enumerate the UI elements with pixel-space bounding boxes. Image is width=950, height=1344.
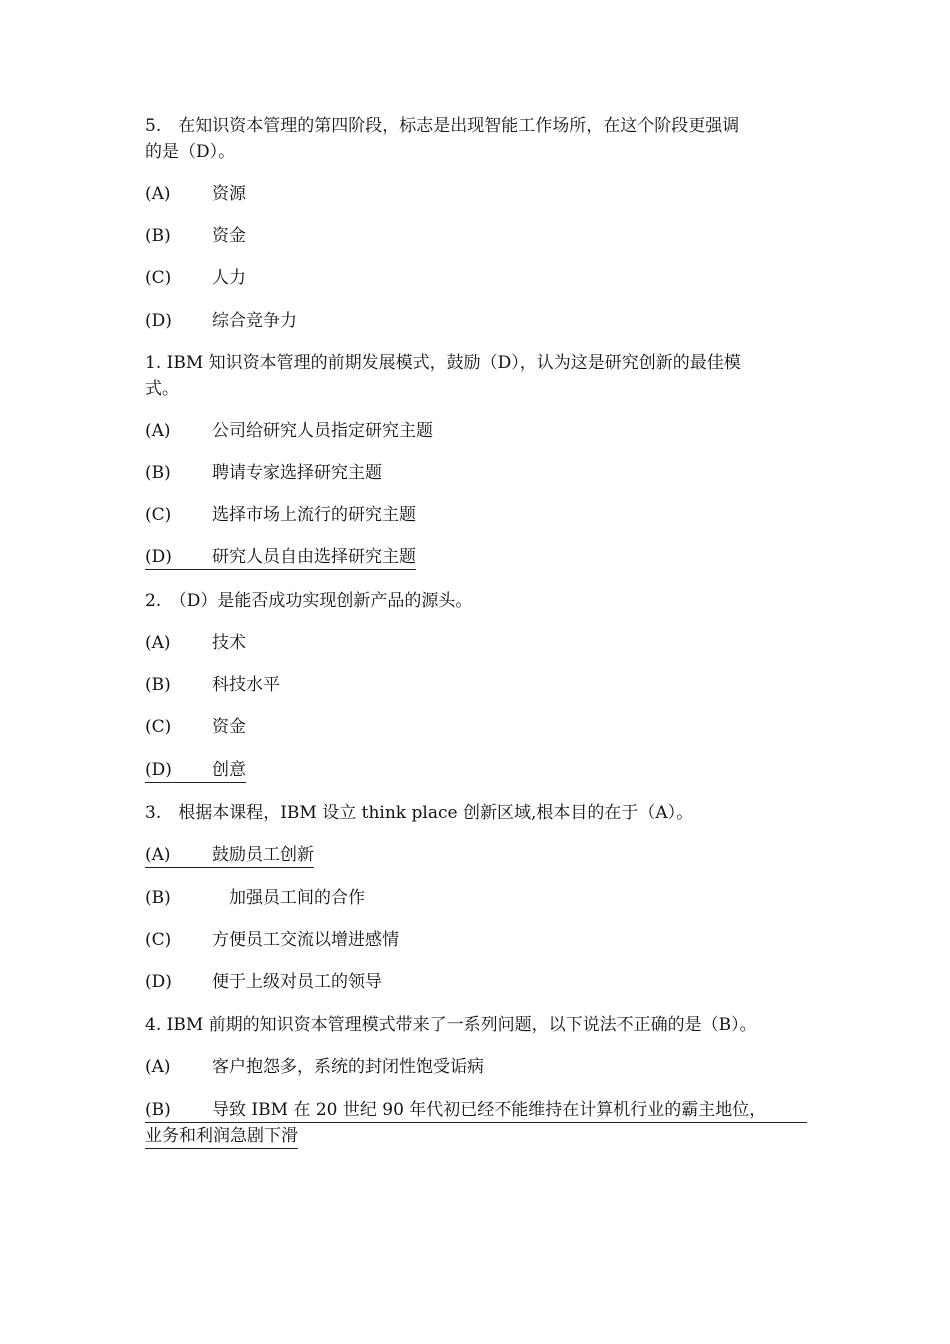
question-3-option-a-answer [145, 843, 810, 868]
question-4-option-b-continuation [145, 1124, 810, 1149]
option-text: 加强员工间的合作 [212, 888, 365, 908]
option-letter: (D) [145, 311, 172, 331]
option-letter: (D) [145, 760, 172, 780]
option-text: 研究人员自由选择研究主题 [212, 547, 416, 567]
question-3-option-c [145, 928, 810, 952]
question-2-option-c [145, 715, 810, 739]
option-text: 导致 IBM 在 20 世纪 90 年代初已经不能维持在计算机行业的霸主地位， [212, 1100, 767, 1120]
option-letter: (B) [145, 226, 171, 246]
option-text: 公司给研究人员指定研究主题 [212, 421, 433, 441]
option-letter: (C) [145, 505, 172, 525]
option-text: 科技水平 [212, 675, 280, 695]
option-text: 技术 [212, 633, 246, 653]
question-4-option-a [145, 1055, 810, 1079]
question-2-option-d-answer [145, 758, 810, 783]
question-1-option-b [145, 461, 810, 485]
option-text-continuation: 业务和利润急剧下滑 [145, 1124, 298, 1149]
option-letter: (B) [145, 463, 171, 483]
option-letter: (A) [145, 633, 171, 653]
question-5-option-c [145, 266, 810, 290]
question-5-stem-line-2: 的是（D）。 [145, 142, 236, 162]
option-letter: (B) [145, 675, 171, 695]
question-2-option-b [145, 673, 810, 697]
option-letter: (C) [145, 717, 172, 737]
question-5-stem-line-1: 5. 在知识资本管理的第四阶段，标志是出现智能工作场所，在这个阶段更强调 [145, 116, 740, 136]
question-3-option-d [145, 970, 810, 994]
option-text: 便于上级对员工的领导 [212, 972, 382, 992]
option-letter: (A) [145, 421, 171, 441]
question-4-option-b-answer [145, 1098, 810, 1123]
option-text: 综合竞争力 [212, 311, 297, 331]
option-text: 创意 [212, 760, 246, 780]
question-1-option-c [145, 503, 810, 527]
option-letter: (D) [145, 972, 172, 992]
question-2-option-a [145, 631, 810, 655]
question-5-option-b [145, 224, 810, 248]
option-letter: (A) [145, 184, 171, 204]
option-text: 资源 [212, 184, 246, 204]
option-text: 聘请专家选择研究主题 [212, 463, 382, 483]
option-letter: (B) [145, 1100, 171, 1120]
question-5-option-d [145, 309, 810, 333]
option-text: 选择市场上流行的研究主题 [212, 505, 416, 525]
question-1-stem-line-2: 式。 [145, 379, 179, 399]
option-text: 鼓励员工创新 [212, 845, 314, 865]
option-letter: (D) [145, 547, 172, 567]
option-text: 资金 [212, 717, 246, 737]
question-1-option-a [145, 419, 810, 443]
question-4-stem: 4. IBM 前期的知识资本管理模式带来了一系列问题，以下说法不正确的是（B）。 [145, 1015, 757, 1035]
option-letter: (A) [145, 845, 171, 865]
option-letter: (A) [145, 1057, 171, 1077]
option-text: 资金 [212, 226, 246, 246]
question-2-stem: 2. （D）是能否成功实现创新产品的源头。 [145, 591, 473, 611]
question-3-stem: 3. 根据本课程，IBM 设立 think place 创新区域,根本目的在于（A）。 [145, 803, 694, 823]
option-letter: (C) [145, 930, 172, 950]
question-1-option-d-answer [145, 545, 810, 570]
option-letter: (B) [145, 888, 171, 908]
option-text: 客户抱怨多，系统的封闭性饱受诟病 [212, 1057, 484, 1077]
question-3-option-b [145, 886, 810, 910]
option-text: 方便员工交流以增进感情 [212, 930, 399, 950]
option-letter: (C) [145, 268, 172, 288]
option-text: 人力 [212, 268, 246, 288]
question-5-option-a [145, 182, 810, 206]
question-1-stem-line-1: 1. IBM 知识资本管理的前期发展模式，鼓励（D），认为这是研究创新的最佳模 [145, 353, 741, 373]
